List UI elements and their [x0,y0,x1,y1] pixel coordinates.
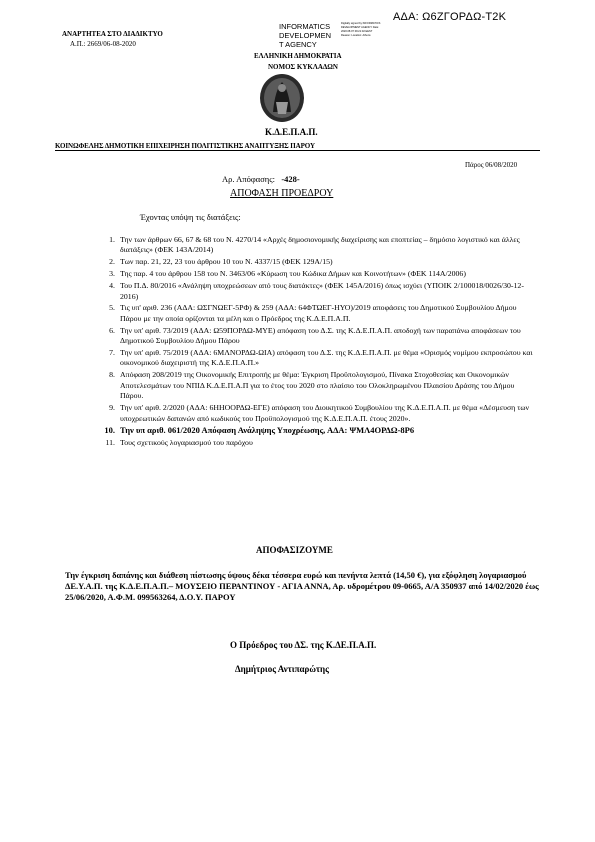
list-item [105,257,535,267]
item-text: Τις υπ' αριθ. 236 (ΑΔΑ: ΩΣΓΝΩΕΓ-5ΡΦ) & 259 (ΑΔΑ: 64ΦΤΩΕΓ-ΗΥΟ)/2019 αποφάσεις του Δημοτικού Συμβουλίου Δήμου Πάρου με την οποία ορίζονται τα μέλη και ο Πρόεδρος της Κ.Δ.Ε.Π.Α.Π. [120,303,517,323]
ida-line: T AGENCY [279,40,317,49]
item-number: 10. [104,425,115,436]
place-date: Πάρος 06/08/2020 [465,161,518,169]
item-text: Την υπ αριθ. 061/2020 Απόφαση Ανάληψης Υποχρέωσης, ΑΔΑ: ΨΜΛ4ΟΡΔΩ-8Ρ6 [120,425,415,436]
list-item [105,370,535,401]
item-text: Την υπ' αριθ. 75/2019 (ΑΔΑ: 6ΜΛΝΟΡΔΩ-ΩΙΑ) απόφαση του Δ.Σ. της Κ.Δ.Ε.Π.Α.Π. με θέμα «Ορισμός νομίμου εκπροσώπου και οικονομικού διαχειριστή της Κ.Δ.Ε.Π.Α.Π.» [120,348,533,368]
organization-name: ΚΟΙΝΩΦΕΛΗΣ ΔΗΜΟΤΙΚΗ ΕΠΙΧΕΙΡΗΣΗ ΠΟΛΙΤΙΣΤΙΚΗΣ ΑΝΑΠΤΥΞΗΣ ΠΑΡΟΥ [55,142,315,150]
decision-number-value: -428- [281,174,300,184]
list-item [105,438,535,448]
list-item [105,235,535,256]
item-number: 4. [109,281,115,291]
ida-line: INFORMATICS [279,22,331,31]
digital-signature-stamp [279,22,399,49]
logo-text: Κ.Δ.Ε.Π.Α.Π. [265,127,318,137]
item-text: Τους σχετικούς λογαριασμού του παρόχου [120,437,253,447]
item-number: 9. [109,403,115,413]
list-item [105,326,535,347]
item-text: Την υπ' αριθ. 73/2019 (ΑΔΑ: Ω59ΠΟΡΔΩ-ΜΥΕ) απόφαση του Δ.Σ. της Κ.Δ.Ε.Π.Α.Π. αποδοχή των παραπάνω αποφάσεων του Δημοτικού Συμβουλίου Δήμου Πάρου [120,325,521,346]
intro-text: Έχοντας υπόψη τις διατάξεις: [140,212,241,222]
item-number: 6. [109,325,115,335]
decision-number-label: Αρ. Απόφασης: [222,174,275,184]
protocol-number: Α.Π.: 2669/06-08-2020 [70,40,136,48]
list-item [105,303,535,324]
item-text: Την των άρθρων 66, 67 & 68 του Ν. 4270/14 «Αρχές δημοσιονομικής διαχείρισης και εποπτείας – δημόσιο λογιστικό και άλλες διατάξεις» (ΦΕΚ 143Α/2014) [120,235,520,255]
ada-code: ΑΔΑ: Ω6ΖΓΟΡΔΩ-Τ2Κ [393,11,507,23]
item-number: 8. [109,370,115,380]
item-text: Την υπ' αριθ. 2/2020 (ΑΔΑ: 6ΗΗΟΟΡΔΩ-ΕΓΕ) απόφαση του Διοικητικού Συμβουλίου της Κ.Δ.Ε.Π.Α.Π. με θέμα «Δέσμευση των υποχρεωτικών δαπανών από κωδικούς του Προϋπολογισμού της Κ.Δ.Ε.Π.Α.Π. έτους 2020». [120,403,529,423]
posting-title: ΑΝΑΡΤΗΤΕΑ ΣΤΟ ΔΙΑΔΙΚΤΥΟ [62,30,163,38]
item-number: 2. [109,257,115,267]
item-number: 1. [109,235,115,244]
decision-body: Την έγκριση δαπάνης και διάθεση πίστωσης ύψους δέκα τέσσερα ευρώ και πενήντα λεπτά (14,50 €), για εξόφληση λογαριασμού ΔΕ.Υ.Α.Π. της Κ.Δ.Ε.Π.Α.Π.– ΜΟΥΣΕΙΟ ΠΕΡΑΝΤΙΝΟΥ - ΑΓΙΑ ΑΝΝΑ, Αρ. υδρομέτρου 09-0665, Α/Α 350937 από 14/02/2020 έως 25/06/2020, Α.Φ.Μ. 099563264, Δ.Ο.Υ. ΠΑΡΟΥ [65,570,539,603]
item-number: 3. [109,269,115,279]
item-number: 11. [105,437,115,447]
item-text: Απόφαση 208/2019 της Οικονομικής Επιτροπής με θέμα: Έγκριση Προϋπολογισμού, Πίνακα Στοχοθεσίας και Οικονομικών Αποτελεσμάτων του ΝΠΙΔ Κ.Δ.Ε.Π.Α.Π για το έτος του 2020 στο πλαίσιο του Ολοκληρωμένου Πλαισίου Δράσης του Δήμου Πάρου. [120,370,515,401]
signatory-title: Ο Πρόεδρος του ΔΣ. της Κ.ΔΕ.Π.Α.Π. [230,640,377,650]
item-number: 7. [109,348,115,358]
list-item [105,403,535,424]
header-divider [55,150,540,151]
list-item [105,269,535,279]
decision-heading: ΑΠΟΦΑΣΙΖΟΥΜΕ [256,545,333,555]
item-text: Της παρ. 4 του άρθρου 158 του Ν. 3463/06 «Κύρωση του Κώδικα Δήμων και Κοινοτήτων» (ΦΕΚ 114Α/2006) [120,269,466,279]
hellenic-republic-heading: ΕΛΛΗΝΙΚΗ ΔΗΜΟΚΡΑΤΙΑ [254,52,342,60]
signature-details: Digitally signed by INFORMATICS DEVELOPMENT AGENCY Date: 2020.08.07 09:21:02 EEST Reason: Location: Athens [341,22,381,37]
item-text: Του Π.Δ. 80/2016 «Ανάληψη υποχρεώσεων από τους διατάκτες» (ΦΕΚ 145Α/2016) όπως ισχύει (ΥΠΟΙΚ 2/100018/0026/30-12-2016) [120,281,524,301]
document-title: ΑΠΟΦΑΣΗ ΠΡΟΕΔΡΟΥ [230,188,334,199]
provisions-list [105,235,535,450]
list-item [105,348,535,369]
list-item [105,425,535,436]
item-number: 5. [109,303,115,313]
ida-line: DEVELOPMEN [279,31,332,40]
prefecture-heading: ΝΟΜΟΣ ΚΥΚΛΑΔΩΝ [268,63,338,71]
signatory-name: Δημήτριος Αντιπαρώτης [235,664,329,674]
decision-number [222,174,300,184]
list-item [105,281,535,302]
item-text: Των παρ. 21, 22, 23 του άρθρου 10 του Ν. 4337/15 (ΦΕΚ 129Α/15) [120,257,333,267]
